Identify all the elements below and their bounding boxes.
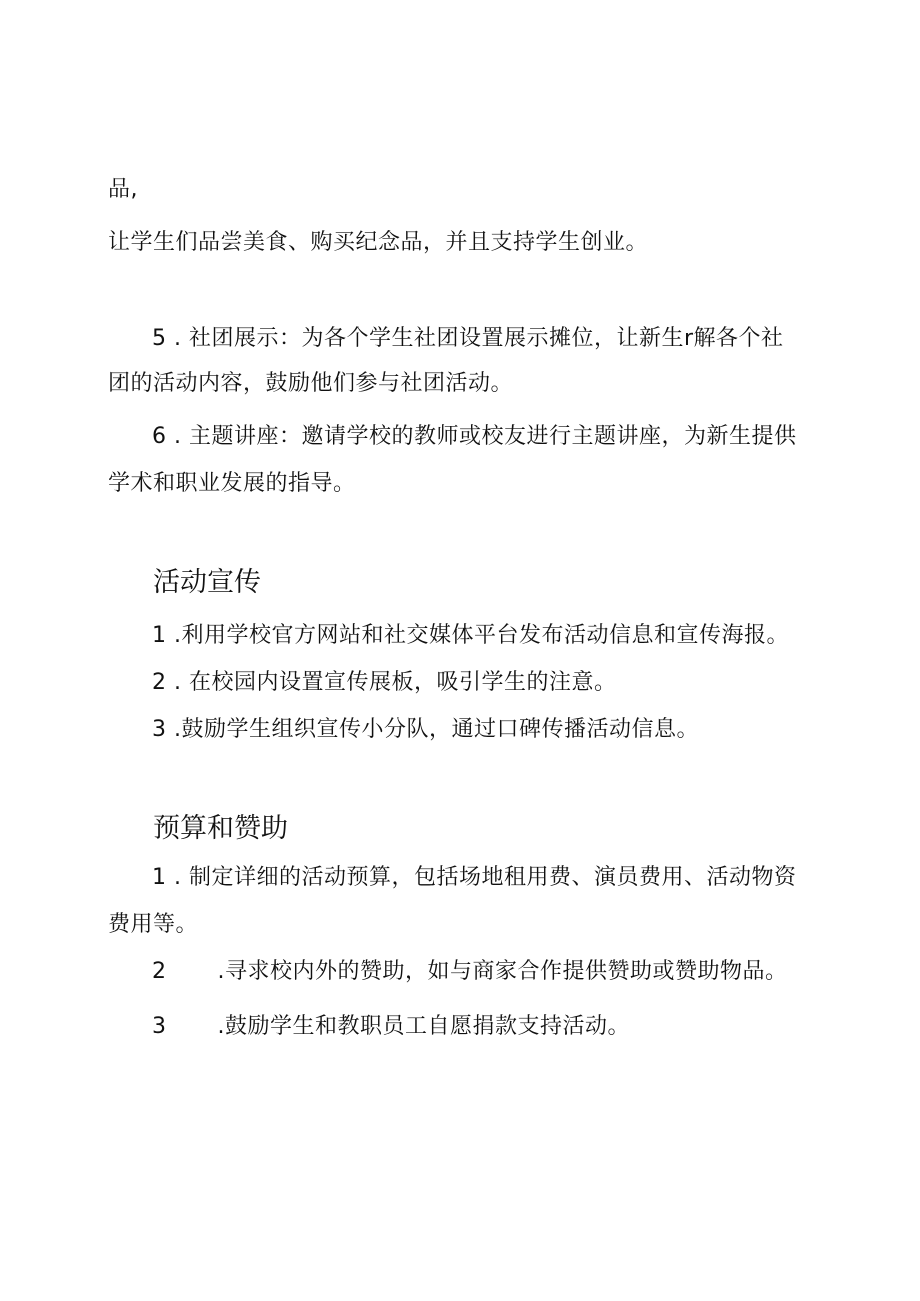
promotion-item-text: . 在校园内设置宣传展板，吸引学生的注意。 (174, 670, 617, 695)
budget-item-1-line-1 (152, 864, 797, 892)
intro-line-2: 让学生们品尝美食、购买纪念品，并且支持学生创业。 (108, 230, 649, 255)
activity-item-6-line-2: 学术和职业发展的指导。 (108, 471, 356, 496)
promotion-item-number: 3 (152, 717, 167, 742)
section-heading-budget: 预算和赞助 (153, 813, 288, 844)
promotion-item-2 (152, 669, 617, 697)
budget-item-text: .寻求校内外的赞助，如与商家合作提供赞助或赞助物品。 (217, 959, 788, 984)
promotion-item-3 (152, 716, 699, 744)
promotion-item-text: .鼓励学生组织宣传小分队，通过口碑传播活动信息。 (174, 717, 699, 742)
budget-item-text: . 制定详细的活动预算，包括场地租用费、演员费用、活动物资 (174, 865, 797, 890)
budget-item-number: 1 (152, 865, 167, 890)
activity-item-6-line-1 (152, 423, 797, 451)
budget-item-number: 2 (152, 959, 167, 984)
budget-item-1-line-2: 费用等。 (108, 912, 199, 937)
activity-item-number: 5 (152, 326, 167, 351)
budget-item-text: .鼓励学生和教职员工自愿捐款支持活动。 (217, 1014, 630, 1039)
intro-line-1: 品, (108, 177, 138, 202)
budget-item-number: 3 (152, 1014, 167, 1039)
activity-item-5-line-2: 团的活动内容，鼓励他们参与社团活动。 (108, 371, 514, 396)
activity-item-text: . 主题讲座：邀请学校的教师或校友进行主题讲座，为新生提供 (174, 424, 797, 449)
activity-item-number: 6 (152, 424, 167, 449)
promotion-item-number: 1 (152, 623, 167, 648)
activity-item-5-line-1 (152, 325, 784, 353)
activity-item-text: . 社团展示：为各个学生社团设置展示摊位，让新生r解各个社 (174, 326, 784, 351)
promotion-item-text: .利用学校官方网站和社交媒体平台发布活动信息和宣传海报。 (174, 623, 789, 648)
budget-item-2 (152, 958, 788, 986)
promotion-item-1 (152, 622, 789, 650)
section-heading-promotion: 活动宣传 (153, 567, 261, 598)
budget-item-3 (152, 1013, 630, 1041)
promotion-item-number: 2 (152, 670, 167, 695)
